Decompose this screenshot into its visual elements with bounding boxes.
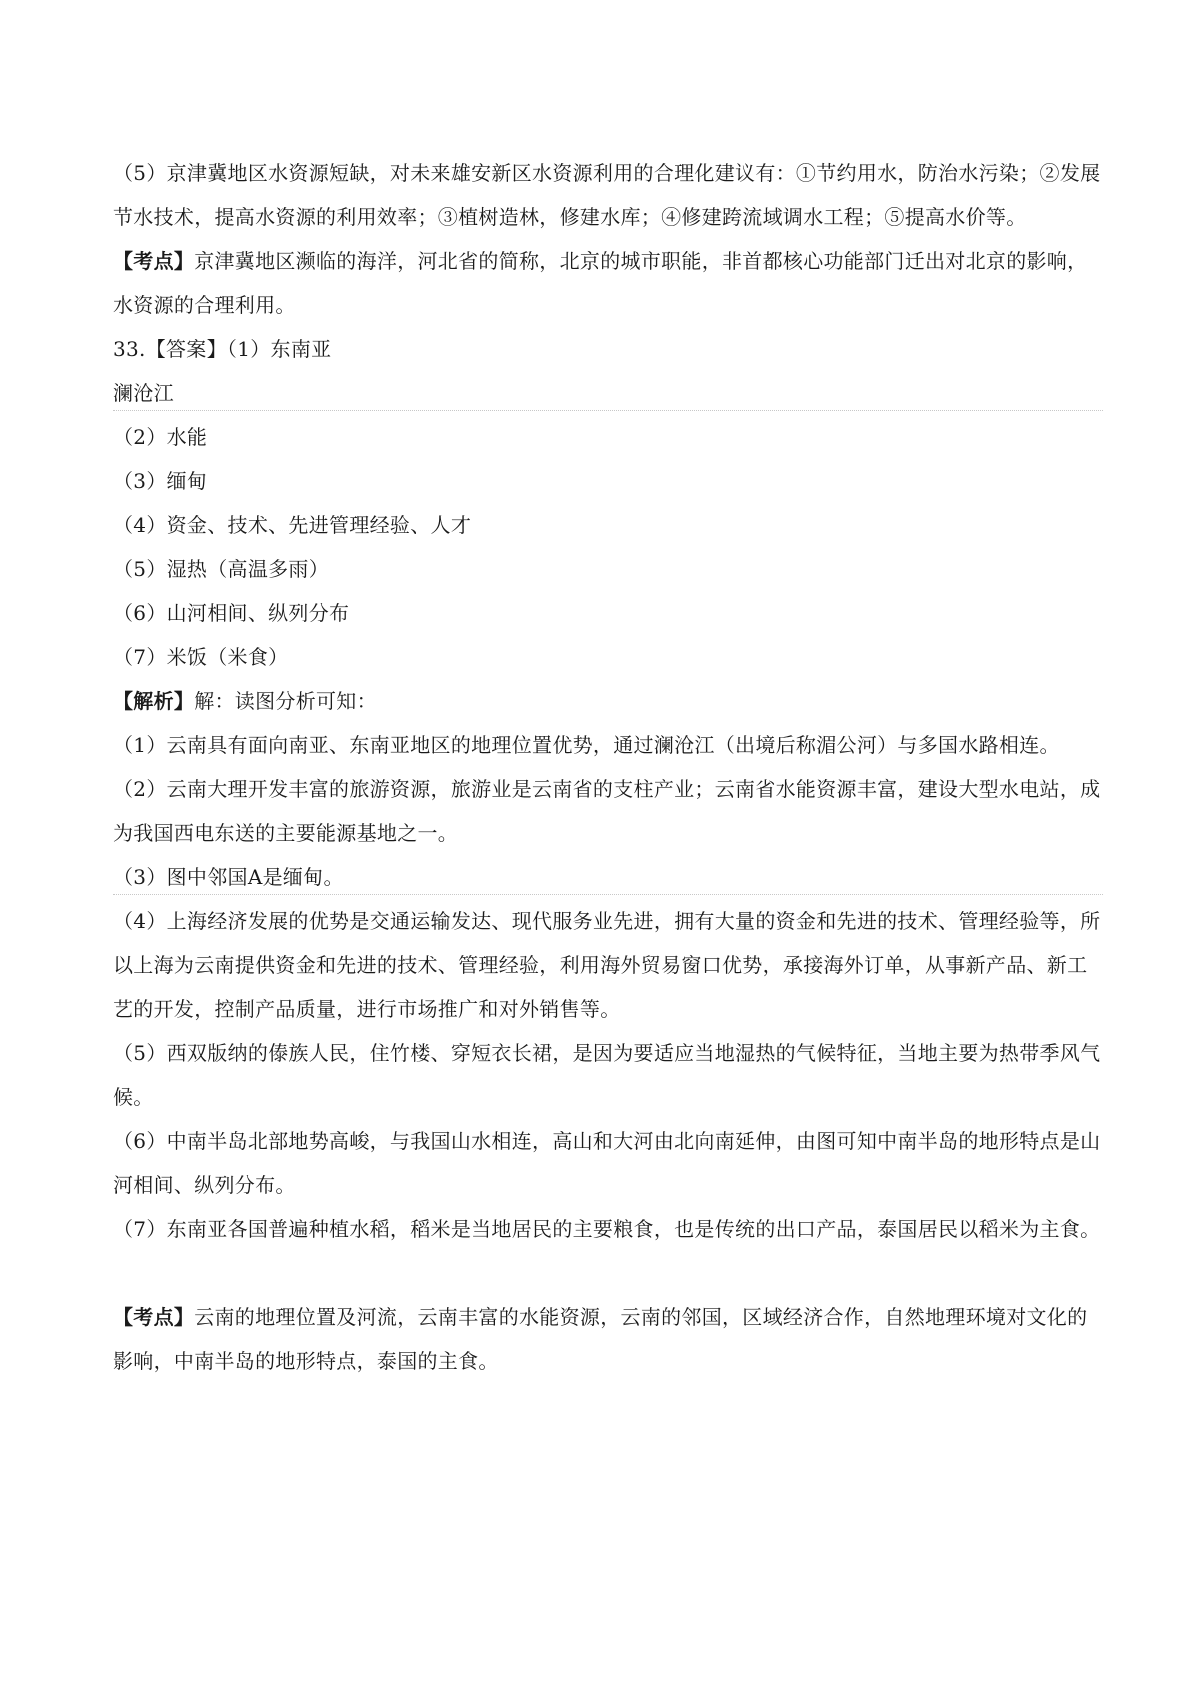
q33-answer-item: （5）湿热（高温多雨） <box>113 557 330 581</box>
q33-explanation: （3）图中邻国A是缅甸。 <box>113 865 344 889</box>
q33-answer-item: 澜沧江 <box>113 381 174 405</box>
q33-answer-item: （6）山河相间、纵列分布 <box>113 601 350 625</box>
q33-answer-item: （3）缅甸 <box>113 469 208 493</box>
kaodian-text: 云南的地理位置及河流，云南丰富的水能资源，云南的邻国，区域经济合作，自然地理环境对文化的影响，中南半岛的地形特点，泰国的主食。 <box>113 1305 1088 1373</box>
q33-answer-item: （4）资金、技术、先进管理经验、人才 <box>113 513 472 537</box>
q32-kaodian <box>113 239 1103 327</box>
q33-explanation: （6）中南半岛北部地势高峻，与我国山水相连，高山和大河由北向南延伸，由图可知中南半岛的地形特点是山河相间、纵列分布。 <box>113 1129 1101 1197</box>
q33-kaodian <box>113 1295 1103 1383</box>
q33-answer-item: （7）米饭（米食） <box>113 645 289 669</box>
jiexi-tag: 【解析】 <box>113 689 195 713</box>
kaodian-text: 京津冀地区濒临的海洋，河北省的简称，北京的城市职能，非首都核心功能部门迁出对北京的影响，水资源的合理利用。 <box>113 249 1088 317</box>
q33-explanation: （7）东南亚各国普遍种植水稻，稻米是当地居民的主要粮食，也是传统的出口产品，泰国居民以稻米为主食。 <box>113 1217 1101 1241</box>
dotted-divider <box>113 894 1103 895</box>
dotted-divider <box>113 410 1103 411</box>
q33-jiexi-heading <box>113 679 1103 723</box>
kaodian-tag: 【考点】 <box>113 249 195 273</box>
jiexi-intro: 解：读图分析可知： <box>194 689 377 713</box>
q33-explanation: （2）云南大理开发丰富的旅游资源，旅游业是云南省的支柱产业；云南省水能资源丰富，建设大型水电站，成为我国西电东送的主要能源基地之一。 <box>113 777 1101 845</box>
q33-explanation: （5）西双版纳的傣族人民，住竹楼、穿短衣长裙，是因为要适应当地湿热的气候特征，当地主要为热带季风气候。 <box>113 1041 1101 1109</box>
q33-explanation: （1）云南具有面向南亚、东南亚地区的地理位置优势，通过澜沧江（出境后称湄公河）与多国水路相连。 <box>113 733 1060 757</box>
kaodian-tag: 【考点】 <box>113 1305 195 1329</box>
q33-answer-header: 33.【答案】（1）东南亚 <box>113 337 332 361</box>
q33-explanation: （4）上海经济发展的优势是交通运输发达、现代服务业先进，拥有大量的资金和先进的技术、管理经验等，所以上海为云南提供资金和先进的技术、管理经验，利用海外贸易窗口优势，承接海外订单，从事新产品、新工艺的开发，控制产品质量，进行市场推广和对外销售等。 <box>113 909 1101 1021</box>
q33-answer-item: （2）水能 <box>113 425 208 449</box>
q32-part5-answer: （5）京津冀地区水资源短缺，对未来雄安新区水资源利用的合理化建议有：①节约用水，防治水污染；②发展节水技术，提高水资源的利用效率；③植树造林，修建水库；④修建跨流域调水工程；⑤提高水价等。 <box>113 161 1101 229</box>
